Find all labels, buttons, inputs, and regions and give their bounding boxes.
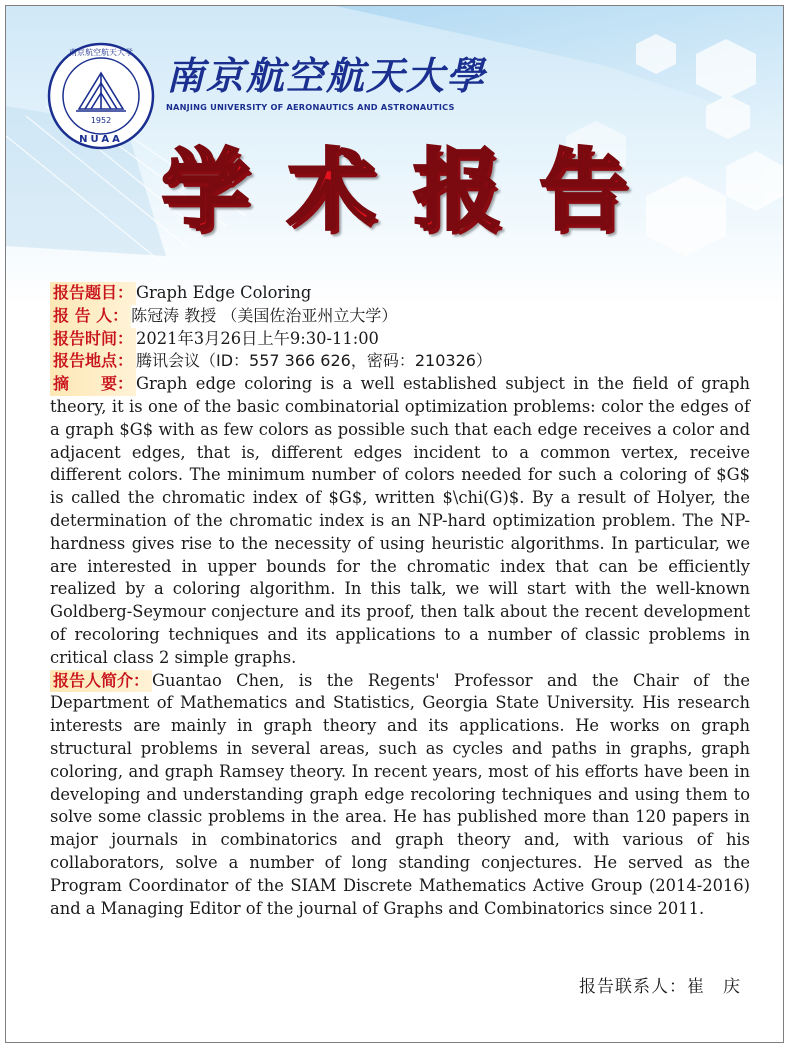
time-value: 2021年3月26日上午9:30-11:00 — [136, 328, 379, 348]
report-details — [50, 282, 750, 920]
bio-label: 报告人简介： — [50, 670, 152, 693]
place-value: 腾讯会议（ID：557 366 626，密码：210326） — [136, 351, 492, 371]
seal-year: 1952 — [90, 116, 112, 125]
speaker-row — [50, 305, 750, 328]
university-wordmark — [166, 54, 486, 112]
time-row — [50, 328, 750, 351]
title-block — [6, 136, 783, 246]
university-seal-logo — [46, 41, 156, 151]
topic-row — [50, 282, 750, 305]
abstract-label: 摘 要： — [50, 373, 136, 396]
time-label: 报告时间： — [50, 328, 136, 351]
place-row — [50, 350, 750, 373]
bio-text: Guantao Chen, is the Regents' Professor and the Chair of the Department of Mathematics and Statistics, Georgia State University. His research interests are mainly in graph theory and its applications. He works on graph structural problems in several areas, such as cycles and paths in graphs, graph coloring, and graph Ramsey theory. In recent years, most of his efforts have been in developing and understanding graph edge recoloring techniques and using them to solve some classic problems in the area. He has published more than 120 papers in major journals in combinatorics and graph theory and, with various of his collaborators, solve a number of long standing conjectures. He served as the Program Coordinator of the SIAM Discrete Mathematics Active Group (2014-2016) and a Managing Editor of the journal of Graphs and Combinatorics since 2011. — [50, 670, 750, 918]
abstract-text: Graph edge coloring is a well established subject in the field of graph theory, it is one of the basic combinatorial optimization problems: color the edges of a graph $G$ with as few colors as possible such that each edge receives a color and adjacent edges, that is, different edges incident to a common vertex, receive different colors. The minimum number of colors needed for such a coloring of $G$ is called the chromatic index of $G$, written $\chi(G)$. By a result of Holyer, the determination of the chromatic index is an NP-hard optimization problem. The NP-hardness gives rise to the necessity of using heuristic algorithms. In particular, we are interested in upper bounds for the chromatic index that can be efficiently realized by a coloring algorithm. In this talk, we will start with the well-known Goldberg-Seymour conjecture and its proof, then talk about the recent development of recoloring techniques and its applications to a number of classic problems in critical class 2 simple graphs. — [50, 374, 750, 667]
topic-label: 报告题目： — [50, 282, 136, 305]
seal-abbr: NUAA — [79, 134, 123, 145]
contact-person: 报告联系人：崔 庆 — [579, 977, 741, 997]
bio-paragraph — [50, 670, 750, 921]
abstract-paragraph — [50, 373, 750, 669]
place-label: 报告地点： — [50, 350, 136, 373]
poster — [5, 5, 784, 1043]
page-title: 学术报告 — [161, 139, 666, 242]
seal-cn: 南京航空航天大学 — [69, 48, 133, 57]
speaker-label: 报 告 人： — [50, 305, 131, 328]
university-name-en: NANJING UNIVERSITY OF AERONAUTICS AND ASTRONAUTICS — [166, 102, 455, 112]
speaker-value: 陈冠涛 教授 （美国佐治亚州立大学） — [131, 305, 398, 325]
university-name-cn: 南京航空航天大學 — [166, 53, 487, 98]
topic-value: Graph Edge Coloring — [136, 283, 312, 302]
